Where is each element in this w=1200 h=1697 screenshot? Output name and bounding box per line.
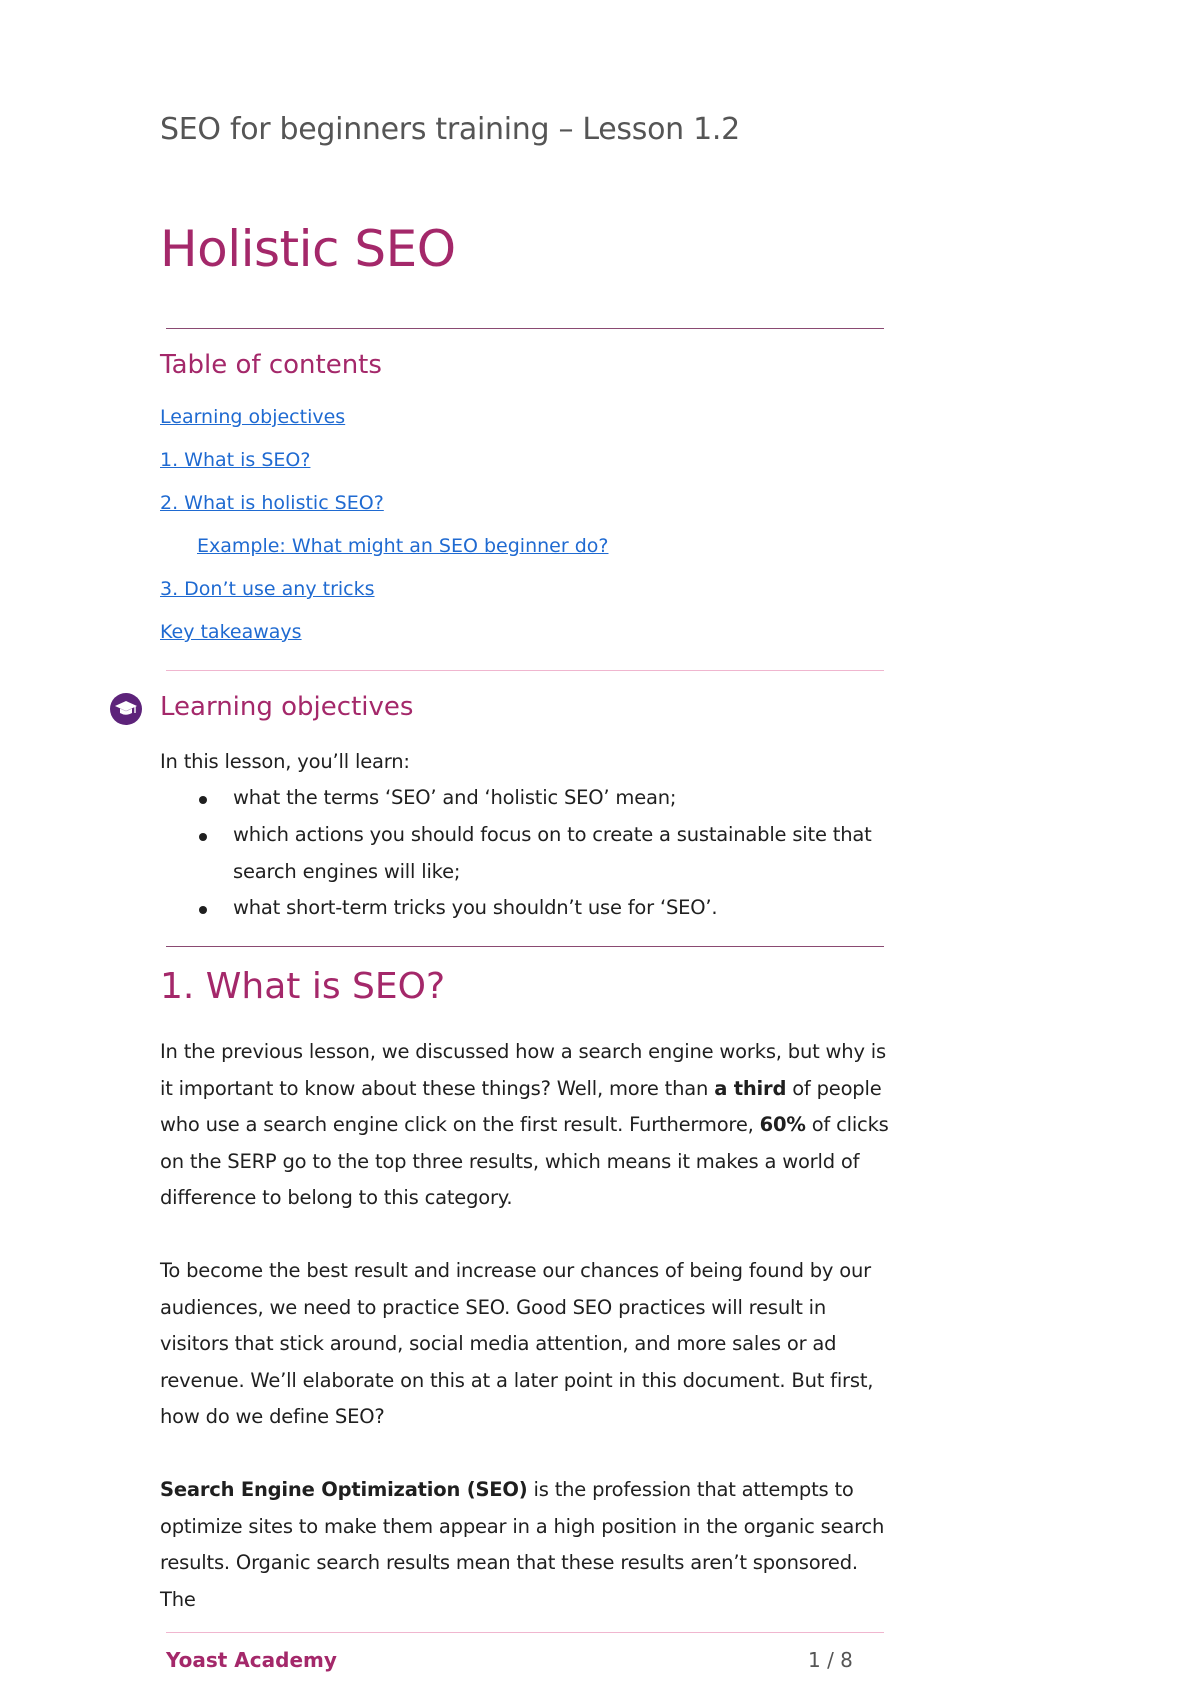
list-item: what short-term tricks you shouldn’t use for ‘SEO’. [233, 896, 718, 919]
divider [166, 946, 884, 947]
paragraph: Search Engine Optimization (SEO) is the profession that attempts to optimize sites to make them appear in a high position in the organic search results. Organic search results mean that these results aren’t sponsored. The [160, 1478, 885, 1611]
toc-heading: Table of contents [160, 350, 382, 380]
toc-link-dont-use-tricks[interactable]: 3. Don’t use any tricks [160, 578, 375, 600]
list-item: what the terms ‘SEO’ and ‘holistic SEO’ mean; [233, 786, 677, 809]
list-item: which actions you should focus on to create a sustainable site that search engines will like; [233, 823, 872, 883]
learning-objectives-intro: In this lesson, you’ll learn: [160, 750, 410, 773]
toc-link-learning-objectives[interactable]: Learning objectives [160, 406, 346, 428]
bullet-icon [199, 796, 207, 804]
divider [166, 670, 884, 671]
paragraph: In the previous lesson, we discussed how a search engine works, but why is it important to know about these things? Well, more than a third of people who use a search engine click on the first result. Furthermore, 60% of clicks on the SERP go to the top three results, which means it makes a world of difference to belong to this category. [160, 1040, 889, 1209]
lesson-subtitle: SEO for beginners training – Lesson 1.2 [160, 112, 740, 147]
toc-link-key-takeaways[interactable]: Key takeaways [160, 621, 302, 643]
footer-brand: Yoast Academy [166, 1648, 337, 1672]
section-heading-what-is-seo: 1. What is SEO? [160, 966, 446, 1007]
footer-divider [166, 1632, 884, 1633]
bullet-icon [199, 906, 207, 914]
learning-objectives-heading: Learning objectives [160, 692, 414, 722]
page-title: Holistic SEO [160, 220, 456, 278]
bullet-icon [199, 833, 207, 841]
toc-link-what-is-seo[interactable]: 1. What is SEO? [160, 449, 311, 471]
paragraph: To become the best result and increase our chances of being found by our audiences, we need to practice SEO. Good SEO practices will result in visitors that stick around, social media attention, and more sales or ad revenue. We’ll elaborate on this at a later point in this document. But first, how do we define SEO? [160, 1259, 874, 1428]
page-number: 1 / 8 [808, 1648, 853, 1672]
toc-link-example[interactable]: Example: What might an SEO beginner do? [197, 535, 609, 557]
toc-link-what-is-holistic-seo[interactable]: 2. What is holistic SEO? [160, 492, 384, 514]
divider [166, 328, 884, 329]
graduation-cap-icon [110, 693, 142, 725]
